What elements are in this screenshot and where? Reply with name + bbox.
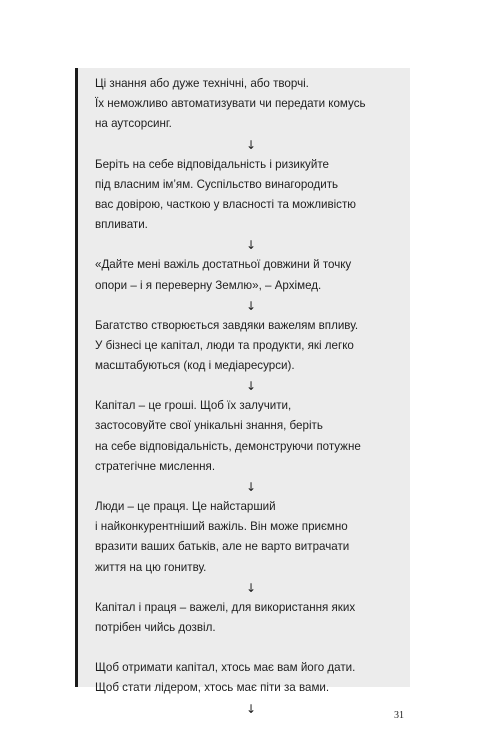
text-line: Щоб отримати капітал, хтось має вам його дати. (95, 661, 356, 675)
text-line: Їх неможливо автоматизувати чи передати комусь (95, 97, 366, 111)
text-line: Багатство створюється завдяки важелям впливу. (95, 318, 359, 332)
down-arrow-icon: ↓ (245, 137, 257, 152)
text-block-1 (95, 74, 407, 135)
text-block-2 (95, 155, 407, 236)
text-block-7 (95, 598, 407, 638)
down-arrow-icon: ↓ (245, 480, 257, 494)
down-arrow-icon: ↓ (245, 580, 257, 595)
text-line: Щоб стати лідером, хтось має піти за вами. (95, 681, 330, 695)
text-line: життя на цю гонитву. (95, 560, 207, 574)
text-line: на аутсорсинг. (95, 117, 172, 131)
text-line: опори – і я переверну Землю», – Архімед. (95, 278, 322, 292)
down-arrow-icon: ↓ (245, 701, 257, 716)
text-line: Ці знання або дуже технічні, або творчі. (95, 77, 309, 90)
text-line: потрібен чийсь дозвіл. (95, 620, 216, 634)
text-block-3 (95, 255, 407, 295)
text-block-5 (95, 396, 407, 477)
text-line: вразити ваших батьків, але не варто витрачати (95, 540, 350, 554)
block-spacer (95, 638, 407, 658)
text-line: стратегічне мислення. (95, 459, 216, 473)
panel-content (95, 74, 407, 719)
text-line: застосовуйте свої унікальні знання, беріть (95, 419, 323, 433)
text-line: на себе відповідальність, демонструючи потужне (95, 439, 361, 453)
text-line: і найконкурентніший важіль. Він може приємно (95, 520, 348, 534)
text-line: У бізнесі це капітал, люди та продукти, які легко (95, 338, 354, 352)
text-block-6 (95, 497, 407, 578)
down-arrow-icon: ↓ (245, 238, 257, 253)
text-line: впливати. (95, 218, 148, 232)
text-line: Беріть на себе відповідальність і ризикуйте (95, 157, 329, 171)
down-arrow-icon: ↓ (245, 298, 257, 313)
text-block-8 (95, 658, 407, 698)
text-line: вас довірою, часткою у власності та можливістю (95, 197, 356, 211)
text-line: «Дайте мені важіль достатньої довжини й точку (95, 258, 352, 272)
down-arrow-icon: ↓ (245, 379, 257, 394)
text-line: під власним ім’ям. Суспільство винагородить (95, 177, 339, 191)
text-line: Капітал – це гроші. Щоб їх залучити, (95, 399, 292, 413)
text-block-4 (95, 316, 407, 377)
text-line: Капітал і праця – важелі, для використання яких (95, 600, 356, 614)
text-line: Люди – це праця. Це найстарший (95, 500, 276, 513)
text-line: масштабуються (код і медіаресурси). (95, 359, 295, 373)
page-number: 31 (394, 710, 404, 721)
